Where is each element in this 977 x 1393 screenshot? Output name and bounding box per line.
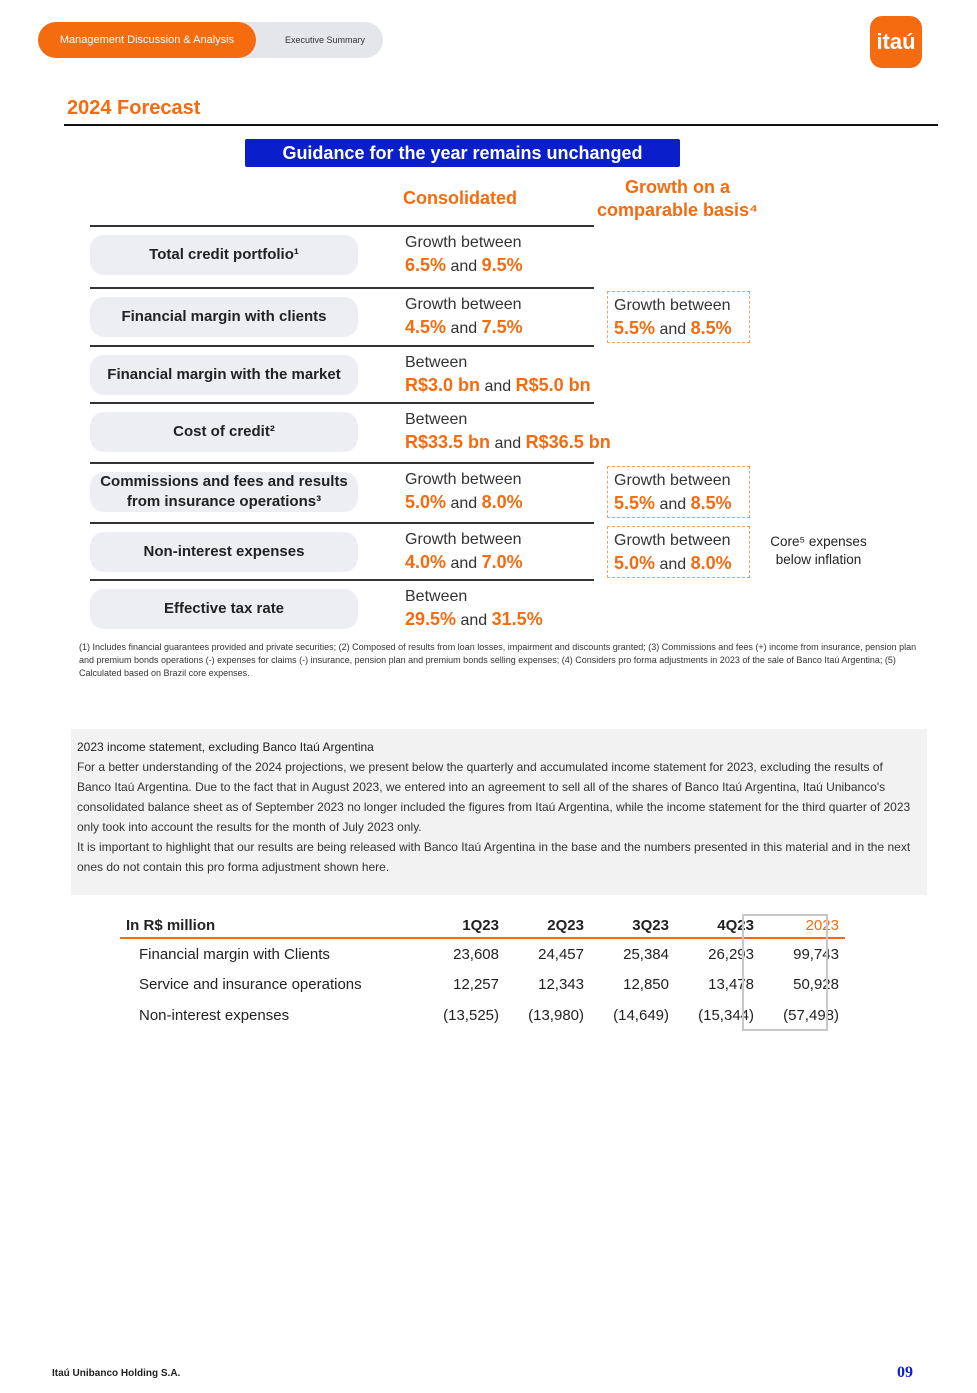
guidance-prefix: Growth between: [614, 297, 731, 314]
guidance-and: and: [659, 556, 687, 573]
guidance-low: R$33.5 bn: [405, 432, 491, 452]
itau-logo: itaú: [870, 16, 922, 68]
consolidated-guidance: [405, 586, 543, 632]
guidance-and: and: [484, 378, 512, 395]
guidance-prefix: Growth between: [405, 471, 522, 488]
consolidated-guidance: [405, 294, 523, 340]
table-cell: (13,525): [443, 1007, 499, 1024]
table-cell: 99,743: [793, 945, 839, 963]
guidance-low: 29.5%: [405, 609, 457, 629]
guidance-and: and: [659, 321, 687, 338]
row-divider: [90, 225, 594, 227]
consolidated-guidance: [405, 409, 611, 455]
guidance-high: 8.0%: [481, 492, 523, 512]
guidance-note: Core⁵ expenses below inflation: [770, 534, 867, 567]
table-header: 2Q23: [505, 914, 590, 938]
guidance-prefix: Growth between: [405, 234, 522, 251]
guidance-high: 7.0%: [481, 552, 523, 572]
guidance-and: and: [450, 555, 478, 572]
column-header-consolidated: Consolidated: [402, 188, 517, 208]
table-cell: 24,457: [538, 945, 584, 963]
table-cell: 23,608: [453, 945, 499, 963]
row-label: Financial margin with Clients: [139, 945, 330, 963]
income-statement-table: [120, 914, 845, 1031]
guidance-high: 8.0%: [690, 553, 732, 573]
table-header: 1Q23: [420, 914, 505, 938]
tab-executive-summary[interactable]: Executive Summary: [284, 35, 366, 45]
table-cell: (15,344): [698, 1007, 754, 1024]
guidance-item-label: Financial margin with clients: [90, 297, 358, 337]
footnotes: (1) Includes financial guarantees provided and private securities; (2) Composed of results from loan losses, impairment and discounts granted; (3) Commissions and fees (+) income from insurance, pension plan and premium bonds operations (-) expenses for claims (-) insurance, pension plan and premium bonds selling expenses; (4) Considers pro forma adjustments in 2023 of the sale of Banco Itaú Argentina; (5) Calculated based on Brazil core expenses.: [79, 642, 917, 678]
table-cell: 12,343: [538, 976, 584, 993]
page-title: 2024 Forecast: [67, 97, 201, 119]
guidance-high: R$36.5 bn: [525, 432, 611, 452]
guidance-and: and: [659, 496, 687, 513]
guidance-high: 8.5%: [690, 493, 732, 513]
footer-company: Itaú Unibanco Holding S.A.: [52, 1368, 181, 1379]
guidance-prefix: Between: [405, 354, 468, 371]
guidance-high: 9.5%: [481, 255, 523, 275]
row-label: Service and insurance operations: [139, 976, 362, 993]
guidance-low: 6.5%: [405, 255, 447, 275]
guidance-prefix: Between: [405, 411, 468, 428]
consolidated-guidance: [405, 232, 523, 278]
row-divider: [90, 579, 594, 581]
column-header-comparable: Growth on a comparable basis⁴: [597, 177, 758, 220]
guidance-high: 31.5%: [491, 609, 543, 629]
consolidated-guidance: [405, 352, 591, 398]
guidance-low: R$3.0 bn: [405, 375, 481, 395]
comparable-guidance: [607, 466, 750, 518]
table-cell: 12,257: [453, 976, 499, 993]
guidance-low: 5.5%: [614, 318, 656, 338]
page-number: 09: [897, 1364, 913, 1381]
guidance-item-label: Cost of credit²: [90, 412, 358, 452]
guidance-and: and: [450, 258, 478, 275]
guidance-low: 5.0%: [614, 553, 656, 573]
comparable-guidance: [607, 526, 750, 578]
guidance-low: 4.5%: [405, 317, 447, 337]
table-row: [120, 1000, 845, 1031]
table-cell: (13,980): [528, 1007, 584, 1024]
comparable-guidance: [607, 291, 750, 343]
guidance-and: and: [450, 320, 478, 337]
info-box-heading: 2023 income statement, excluding Banco Itaú Argentina: [77, 740, 374, 754]
guidance-item-label: Financial margin with the market: [90, 355, 358, 395]
tab-management-discussion[interactable]: Management Discussion & Analysis: [38, 22, 256, 58]
info-box: [71, 729, 927, 895]
table-header: 3Q23: [590, 914, 675, 938]
table-header: 2023: [760, 914, 845, 938]
guidance-prefix: Growth between: [405, 296, 522, 313]
table-cell: 12,850: [623, 976, 669, 993]
table-cell: 26,293: [708, 945, 754, 963]
guidance-item-label: Effective tax rate: [90, 589, 358, 629]
consolidated-guidance: [405, 469, 523, 515]
guidance-and: and: [460, 612, 488, 629]
table-header: In R$ million: [120, 914, 420, 938]
guidance-prefix: Growth between: [614, 472, 731, 489]
table-cell: (57,498): [783, 1007, 839, 1024]
guidance-banner: Guidance for the year remains unchanged: [245, 139, 680, 167]
guidance-and: and: [494, 435, 522, 452]
guidance-high: 7.5%: [481, 317, 523, 337]
row-divider: [90, 462, 594, 464]
guidance-low: 4.0%: [405, 552, 447, 572]
info-box-paragraph: It is important to highlight that our results are being released with Banco Itaú Argentina in the base and the numbers presented in this material and in the next ones do not contain this pro forma adjustment shown here.: [77, 840, 911, 874]
table-row: [120, 938, 845, 969]
table-cell: 25,384: [623, 945, 669, 963]
guidance-prefix: Between: [405, 588, 468, 605]
row-divider: [90, 345, 594, 347]
guidance-prefix: Growth between: [405, 531, 522, 548]
divider: [64, 124, 938, 126]
guidance-low: 5.0%: [405, 492, 447, 512]
guidance-high: 8.5%: [690, 318, 732, 338]
guidance-and: and: [450, 495, 478, 512]
row-divider: [90, 287, 594, 289]
row-divider: [90, 402, 594, 404]
table-row: [120, 969, 845, 1000]
year-total-highlight: [742, 914, 828, 1031]
row-divider: [90, 522, 594, 524]
table-header: 4Q23: [675, 914, 760, 938]
info-box-paragraph: For a better understanding of the 2024 projections, we present below the quarterly and accumulated income statement for 2023, excluding the results of Banco Itaú Argentina. Due to the fact that in August 2023, we entered into an agreement to sell all of the shares of Banco Itaú Argentina, Itaú Unibanco's consolidated balance sheet as of September 2023 no longer included the figures from Itaú Argentina, while the income statement for the third quarter of 2023 only took into account the results for the month of July 2023 only.: [77, 760, 911, 834]
guidance-item-label: Total credit portfolio¹: [90, 235, 358, 275]
table-cell: 50,928: [793, 976, 839, 993]
row-label: Non-interest expenses: [139, 1007, 290, 1024]
guidance-item-label: Commissions and fees and results from insurance operations³: [90, 472, 358, 512]
consolidated-guidance: [405, 529, 523, 575]
guidance-prefix: Growth between: [614, 532, 731, 549]
guidance-item-label: Non-interest expenses: [90, 532, 358, 572]
guidance-high: R$5.0 bn: [515, 375, 591, 395]
table-cell: 13,478: [708, 976, 754, 993]
guidance-low: 5.5%: [614, 493, 656, 513]
table-cell: (14,649): [613, 1007, 669, 1024]
